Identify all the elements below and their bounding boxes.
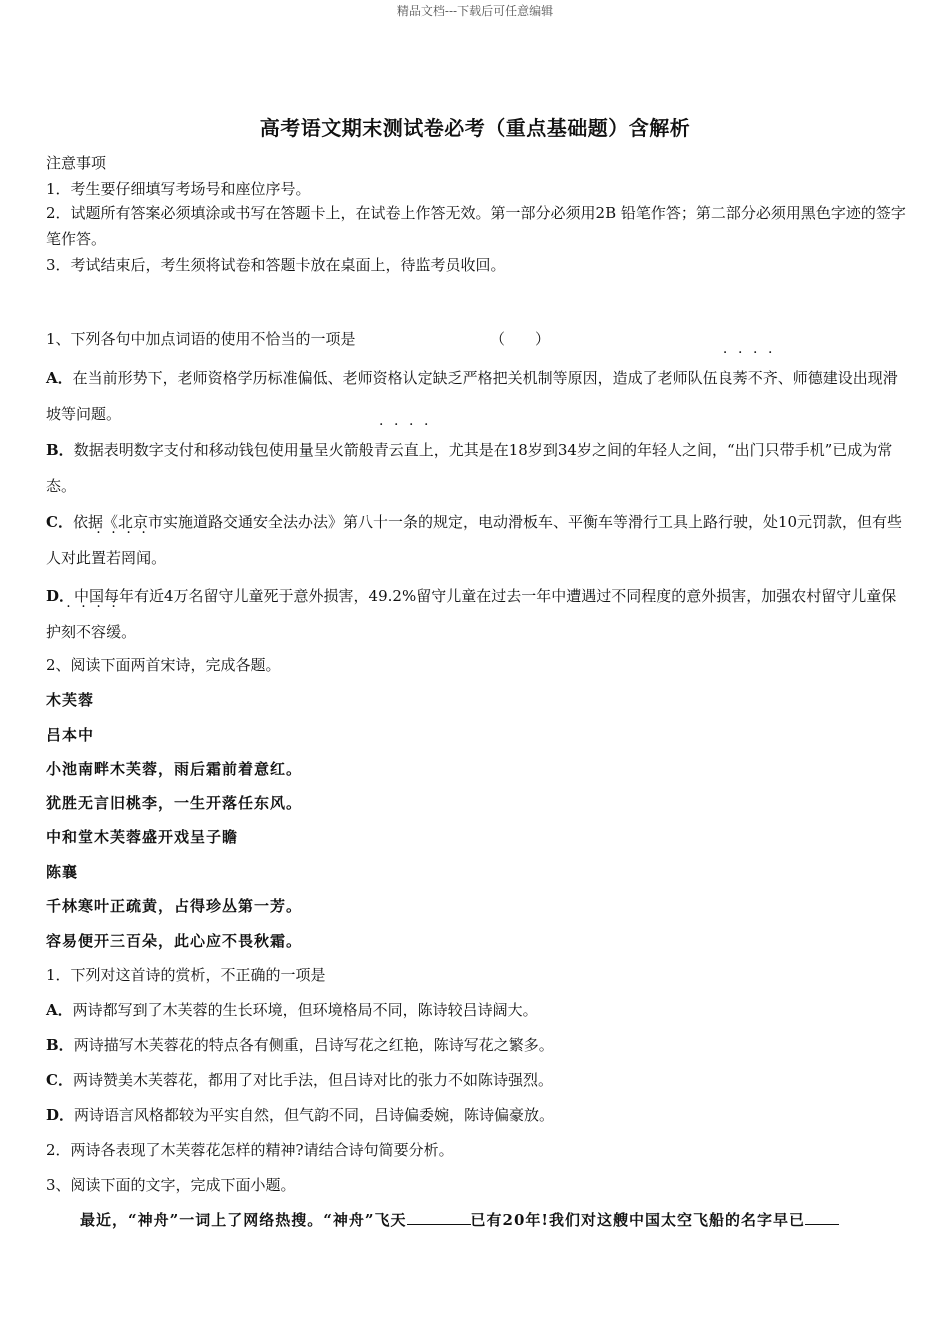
q2-option-a (46, 999, 538, 1020)
option-text: 中国每年有近4万名留守儿童死于意外损害，49.2%留守儿童在过去一年中遭遇过不同程度的意外损害，加强农村留守儿童保护 (46, 587, 897, 641)
q2-option-d (46, 1104, 554, 1125)
option-letter: C． (46, 1071, 73, 1089)
dotted-char: 莠 (732, 369, 748, 387)
page-header: 精品文档---下载后可任意编辑 (396, 4, 554, 18)
dotted-char: 齐 (762, 369, 778, 387)
poem2-title: 中和堂木芙蓉盛开戏呈子瞻 (46, 828, 239, 846)
option-text-tail: 、师德建设出现滑坡等问题。 (46, 369, 898, 423)
q2-option-b (46, 1034, 554, 1055)
option-text-tail: ，尤其是在18岁到34岁之间的年轻人之间，“出门只带手机”已成为常态。 (46, 441, 893, 495)
q2-sub2-stem: 2．两诗各表现了木芙蓉花怎样的精神?请结合诗句简要分析。 (46, 1141, 454, 1159)
q2-stem: 2、阅读下面两首宋诗，完成各题。 (46, 656, 281, 674)
dotted-char: 置 (91, 549, 107, 567)
option-text: 两诗语言风格都较为平实自然，但气韵不同，吕诗偏委婉，陈诗偏豪放。 (74, 1106, 555, 1124)
option-letter: D． (46, 1106, 75, 1124)
dotted-char: 青 (373, 441, 389, 459)
option-text: 依据《北京市实施道路交通安全法办法》第八十一条的规定，电动滑板车、平衡车等滑行工具上路行驶，处10元罚款，但有些人对此 (46, 513, 903, 567)
dotted-char: 罔 (121, 549, 137, 567)
q3-stem: 3、阅读下面的文字，完成下面小题。 (46, 1176, 296, 1194)
dotted-char: 不 (76, 623, 92, 641)
poem1-line-2: 犹胜无言旧桃李，一生开落任东风。 (46, 794, 303, 812)
q1-option-a (46, 360, 906, 432)
poem2-line-2: 容易便开三百朵，此心应不畏秋霜。 (46, 932, 303, 950)
q1-answer-paren: （ ） (490, 330, 551, 348)
option-letter: A． (46, 1001, 73, 1019)
option-text-tail: 。 (151, 549, 167, 567)
fill-blank-2 (805, 1210, 839, 1225)
notice-heading: 注意事项 (46, 154, 107, 172)
fill-blank-1 (407, 1210, 471, 1225)
option-text: 在当前形势下，老师资格学历标准偏低、老师资格认定缺乏严格把关机制等原因，造成了老师队伍 (72, 369, 718, 387)
option-letter: B． (46, 441, 74, 459)
dotted-char: 缓 (106, 623, 122, 641)
notice-item-2: 2．试题所有答案必须填涂或书写在答题卡上，在试卷上作答无效。第一部分必须用2B 铅笔作答；第二部分必须用黑色字迹的签字笔作答。 (46, 204, 906, 248)
poem1-title: 木芙蓉 (46, 691, 95, 709)
dotted-char: 上 (418, 441, 434, 459)
q2-sub1-stem: 1．下列对这首诗的赏析，不正确的一项是 (46, 966, 326, 984)
dotted-char: 良 (717, 369, 733, 387)
dotted-char: 容 (91, 623, 107, 641)
option-text: 两诗都写到了木芙蓉的生长环境，但环境格局不同，陈诗较吕诗阔大。 (72, 1001, 538, 1019)
dotted-char: 刻 (61, 623, 77, 641)
dotted-char: 直 (403, 441, 419, 459)
passage-text: 最近，“神舟”一词上了网络热搜。“神舟”飞天 (80, 1211, 407, 1229)
option-text-tail: 。 (121, 623, 137, 641)
passage-text: 已有20年!我们对这艘中国太空飞船的名字早已 (470, 1211, 805, 1229)
poem1-line-1: 小池南畔木芙蓉，雨后霜前着意红。 (46, 760, 303, 778)
q3-passage (80, 1209, 839, 1230)
dotted-char: 不 (747, 369, 763, 387)
notice-item-1: 1．考生要仔细填写考场号和座位序号。 (46, 180, 311, 198)
option-text: 两诗描写木芙蓉花的特点各有侧重，吕诗写花之红艳，陈诗写花之繁多。 (73, 1036, 554, 1054)
notice-item-3: 3．考试结束后，考生须将试卷和答题卡放在桌面上，待监考员收回。 (46, 256, 506, 274)
dotted-char: 若 (106, 549, 122, 567)
page-title: 高考语文期末测试卷必考（重点基础题）含解析 (259, 116, 691, 140)
option-text: 两诗赞美木芙蓉花，都用了对比手法，但吕诗对比的张力不如陈诗强烈。 (72, 1071, 553, 1089)
q1-stem: 1、下列各句中加点词语的使用不恰当的一项是 (46, 330, 356, 348)
dotted-char: 云 (388, 441, 404, 459)
q1-option-b (46, 432, 906, 504)
poem2-author: 陈襄 (46, 863, 79, 881)
q1-option-d (46, 578, 906, 650)
poem2-line-1: 千林寒叶正疏黄，占得珍丛第一芳。 (46, 897, 303, 915)
poem1-author: 吕本中 (46, 726, 95, 744)
option-text: 数据表明数字支付和移动钱包使用量呈火箭般 (73, 441, 374, 459)
option-letter: D． (46, 587, 75, 605)
option-letter: C． (46, 513, 73, 531)
option-letter: B． (46, 1036, 74, 1054)
q2-option-c (46, 1069, 553, 1090)
q1-option-c (46, 504, 906, 576)
dotted-char: 闻 (136, 549, 152, 567)
option-letter: A． (46, 369, 73, 387)
